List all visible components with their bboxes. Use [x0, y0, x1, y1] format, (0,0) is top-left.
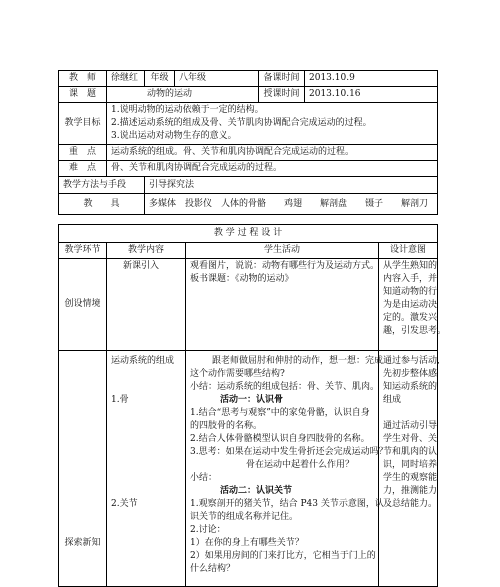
activity-two-title: 活动二：认识关节 — [220, 486, 293, 496]
intent-line: 从学生熟知的 — [383, 261, 438, 271]
tools-row — [59, 194, 438, 215]
teaching-process-table — [58, 224, 447, 587]
stage1-content: 新课引入 — [107, 259, 186, 351]
teach-time-label: 授课时间 — [259, 87, 305, 103]
intent-line: 识，同时培养 — [383, 460, 438, 470]
grade-value: 八年级 — [175, 71, 259, 87]
process-title: 教 学 过 程 设 计 — [59, 225, 438, 243]
activity-one-title: 活动一：认识骨 — [220, 395, 284, 405]
method-row — [59, 177, 438, 194]
stage2-label: 探索新知 — [59, 351, 107, 587]
goals-label: 教学目标 — [59, 103, 107, 145]
stage1-label: 创设情境 — [59, 259, 107, 351]
intent-line: 力，推测能力 — [383, 486, 438, 496]
goal-item: 1.说明动物的运动依赖于一定的结构。 — [111, 105, 264, 115]
content-item: 运动系统的组成 — [111, 356, 175, 366]
summary-label: 小结： — [190, 473, 218, 483]
stage2-activity — [186, 351, 388, 587]
stage1-intent — [379, 259, 447, 351]
goals-row — [59, 103, 438, 145]
topic-row — [59, 87, 438, 103]
teacher-value: 徐继红 — [107, 71, 145, 87]
stage1-activity — [186, 259, 379, 351]
activity-line: 1.结合“思考与观察”中的家兔骨骼，认识自身 — [190, 408, 370, 418]
topic-value: 动物的运动 — [107, 87, 259, 103]
content-item: 1.骨 — [111, 395, 129, 405]
goal-item: 2.描述运动系统的组成及骨、关节肌肉协调配合完成运动的过程。 — [111, 118, 372, 128]
stage2-contents — [107, 351, 186, 587]
activity-line: 小结：运动系统的组成包括：骨、关节、肌肉。 — [190, 382, 380, 392]
topic-label: 课 题 — [59, 87, 107, 103]
intent-line: 及总结能力。 — [383, 499, 438, 509]
activity-line: 板书课题：《动物的运动》 — [190, 274, 294, 284]
activity-line: 1）在你的身上有哪些关节？ — [190, 538, 304, 548]
intent-line: 先初步整体感 — [383, 369, 438, 379]
method-value: 引导探究法 — [145, 177, 438, 194]
intent-line: 定的。激发兴 — [383, 313, 438, 323]
process-columns-row — [59, 243, 438, 259]
intent-line: 知道动物的行 — [383, 287, 438, 297]
intent-line: 趣，引发思考。 — [383, 326, 447, 336]
activity-line: 跟老师做屈肘和伸肘的动作，想一想：完成 — [212, 356, 384, 366]
activity-line: 观看图片，说说：动物有哪些行为及运动方式。 — [190, 261, 380, 271]
activity-line: 什么结构？ — [190, 564, 236, 574]
intent-line: 通过活动引导 — [383, 421, 438, 431]
process-title-row — [59, 225, 438, 243]
intent-line: 为是由运动决 — [383, 300, 438, 310]
difficulty-label: 难 点 — [59, 161, 107, 177]
intent-line: 通过参与活动, — [383, 356, 440, 366]
activity-line: 2.结合人体骨骼模型认识自身四肢骨的名称。 — [190, 434, 370, 444]
prep-time-value: 2013.10.9 — [305, 71, 438, 87]
goal-item: 3.说出运动对动物生存的意义。 — [111, 131, 237, 141]
teach-time-value: 2013.10.16 — [305, 87, 438, 103]
grade-label: 年级 — [145, 71, 175, 87]
col-activity-header: 学生活动 — [186, 243, 379, 259]
intent-line: 学生对骨、关 — [383, 434, 438, 444]
key-value: 运动系统的组成。骨、关节和肌肉协调配合完成运动的过程。 — [107, 145, 438, 161]
teacher-row — [59, 71, 438, 87]
content-item: 2.关节 — [111, 499, 138, 509]
activity-line: 3.思考：如果在运动中发生骨折还会完成运动吗？ — [190, 447, 388, 457]
goals-list — [107, 103, 438, 145]
col-intent-header: 设计意图 — [379, 243, 438, 259]
tools-value: 多媒体 投影仪 人体的骨骼 鸡翅 解剖盘 镊子 解剖刀 — [145, 194, 438, 215]
difficulty-value: 骨、关节和肌肉协调配合完成运动的过程。 — [107, 161, 438, 177]
activity-line: 2）如果用房间的门来打比方，它相当于门上的 — [190, 551, 376, 561]
intent-line: 知运动系统的 — [383, 382, 438, 392]
method-label: 教学方法与手段 — [59, 177, 145, 194]
activity-line: 2.讨论： — [190, 525, 226, 535]
intent-line: 组成 — [383, 395, 402, 405]
activity-line: 识关节的组成名称并记住。 — [190, 512, 299, 522]
tools-label: 教 具 — [59, 194, 145, 215]
activity-line: 1.观察剖开的猪关节，结合 P43 关节示意图，认 — [190, 499, 384, 509]
activity-question: 骨在运动中起着什么作用？ — [246, 460, 355, 470]
difficulty-row — [59, 161, 438, 177]
intent-line: 学生的观察能 — [383, 473, 438, 483]
lesson-header-table — [58, 70, 438, 215]
col-content-header: 教学内容 — [107, 243, 186, 259]
key-label: 重 点 — [59, 145, 107, 161]
intent-line: 内容入手，并 — [383, 274, 438, 284]
activity-line: 的四肢骨的名称。 — [190, 421, 263, 431]
stage1-row — [59, 259, 438, 351]
stage2-intent — [379, 351, 438, 587]
activity-line: 这个动作需要哪些结构? — [190, 369, 285, 379]
prep-time-label: 备课时间 — [259, 71, 305, 87]
teacher-label: 教 师 — [59, 71, 107, 87]
key-row — [59, 145, 438, 161]
intent-line: 节和肌肉的认 — [383, 447, 438, 457]
stage2-row — [59, 351, 438, 587]
col-stage-header: 教学环节 — [59, 243, 107, 259]
